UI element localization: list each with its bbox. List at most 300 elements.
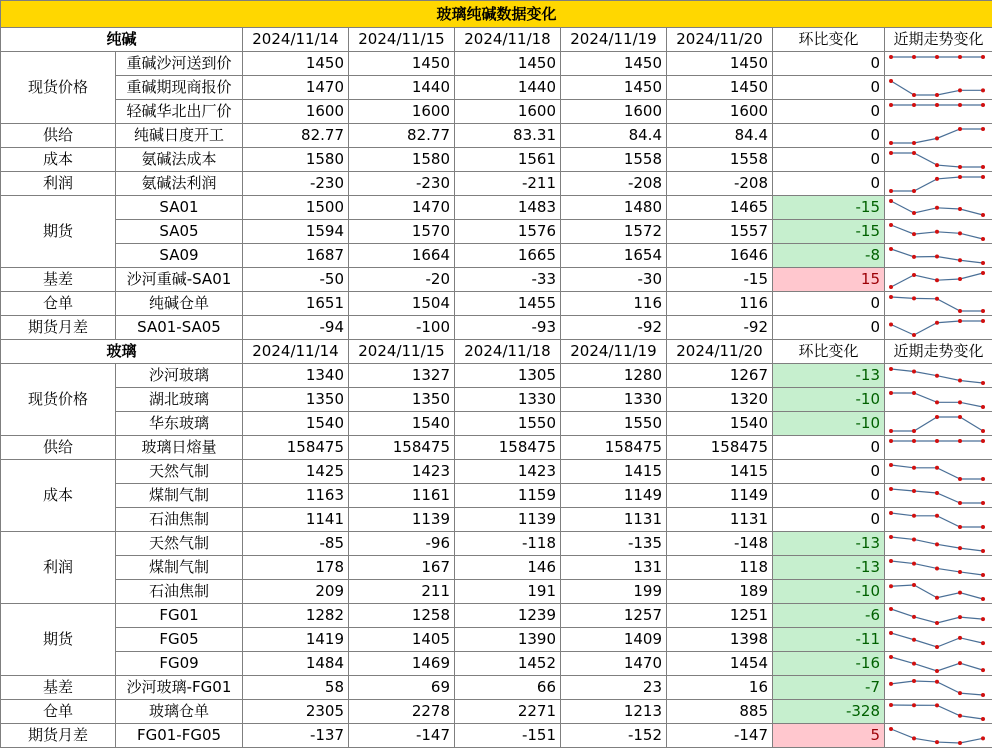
trend-point: [889, 511, 893, 515]
trend-point: [935, 320, 939, 324]
value-cell: 23: [561, 676, 667, 700]
table-row: [1, 292, 992, 316]
value-cell: 82.77: [349, 124, 455, 148]
trend-point: [935, 679, 939, 683]
value-cell: 1423: [455, 460, 561, 484]
trend-cell: [885, 604, 992, 628]
value-cell: 2305: [243, 700, 349, 724]
item-label: 轻碱华北出厂价: [116, 100, 243, 124]
trend-line: [891, 129, 983, 143]
trend-point: [935, 439, 939, 443]
date-header: 2024/11/14: [243, 340, 349, 364]
change-cell: -6: [773, 604, 885, 628]
value-cell: -208: [667, 172, 773, 196]
trend-sparkline: [885, 390, 989, 410]
trend-point: [912, 55, 916, 59]
category-label: 成本: [1, 148, 116, 172]
trend-point: [958, 277, 962, 281]
trend-point: [912, 296, 916, 300]
table-row: [1, 700, 992, 724]
value-cell: 1452: [455, 652, 561, 676]
value-cell: 1405: [349, 628, 455, 652]
trend-point: [958, 590, 962, 594]
trend-point: [889, 151, 893, 155]
item-label: 石油焦制: [116, 508, 243, 532]
item-label: 沙河玻璃-FG01: [116, 676, 243, 700]
trend-point: [889, 391, 893, 395]
trend-line: [891, 81, 983, 95]
value-cell: 1139: [455, 508, 561, 532]
change-cell: 0: [773, 316, 885, 340]
trend-point: [912, 103, 916, 107]
trend-point: [958, 691, 962, 695]
value-cell: 1465: [667, 196, 773, 220]
table-row: [1, 580, 992, 604]
trend-point: [935, 254, 939, 258]
trend-cell: [885, 724, 992, 748]
trend-cell: [885, 532, 992, 556]
item-label: 煤制气制: [116, 484, 243, 508]
trend-point: [889, 584, 893, 588]
trend-point: [981, 641, 985, 645]
section-name: 玻璃: [1, 340, 243, 364]
value-cell: 1141: [243, 508, 349, 532]
value-cell: 1139: [349, 508, 455, 532]
table-row: [1, 316, 992, 340]
trend-point: [935, 163, 939, 167]
trend-point: [958, 615, 962, 619]
value-cell: 1540: [349, 412, 455, 436]
category-label: 期货月差: [1, 316, 116, 340]
trend-point: [912, 736, 916, 740]
value-cell: 1258: [349, 604, 455, 628]
value-cell: 1600: [667, 100, 773, 124]
change-cell: -13: [773, 364, 885, 388]
trend-line: [891, 417, 983, 431]
trend-sparkline: [885, 582, 989, 602]
trend-point: [981, 668, 985, 672]
table-row: [1, 604, 992, 628]
value-cell: 1450: [455, 52, 561, 76]
trend-point: [958, 165, 962, 169]
trend-point: [912, 679, 916, 683]
change-cell: 0: [773, 124, 885, 148]
value-cell: 1687: [243, 244, 349, 268]
item-label: 煤制气制: [116, 556, 243, 580]
trend-cell: [885, 628, 992, 652]
trend-point: [912, 333, 916, 337]
value-cell: -148: [667, 532, 773, 556]
value-cell: 1350: [349, 388, 455, 412]
trend-point: [958, 88, 962, 92]
table-row: [1, 124, 992, 148]
trend-point: [935, 103, 939, 107]
trend-point: [981, 429, 985, 433]
value-cell: -30: [561, 268, 667, 292]
trend-point: [912, 537, 916, 541]
item-label: 纯碱日度开工: [116, 124, 243, 148]
change-cell: 0: [773, 52, 885, 76]
trend-point: [981, 597, 985, 601]
table-row: [1, 652, 992, 676]
trend-point: [981, 405, 985, 409]
trend-cell: [885, 292, 992, 316]
item-label: SA01: [116, 196, 243, 220]
trend-point: [981, 55, 985, 59]
item-label: 玻璃仓单: [116, 700, 243, 724]
value-cell: 1450: [561, 76, 667, 100]
trend-point: [889, 322, 893, 326]
value-cell: 1305: [455, 364, 561, 388]
trend-sparkline: [885, 78, 989, 98]
value-cell: 1665: [455, 244, 561, 268]
trend-point: [912, 254, 916, 258]
value-cell: -92: [667, 316, 773, 340]
trend-point: [889, 439, 893, 443]
value-cell: 1557: [667, 220, 773, 244]
trend-point: [935, 373, 939, 377]
trend-sparkline: [885, 54, 989, 74]
category-label: 利润: [1, 172, 116, 196]
value-cell: 189: [667, 580, 773, 604]
table-row: [1, 460, 992, 484]
item-label: SA05: [116, 220, 243, 244]
value-cell: 1654: [561, 244, 667, 268]
date-header: 2024/11/18: [455, 340, 561, 364]
trend-point: [981, 617, 985, 621]
value-cell: -20: [349, 268, 455, 292]
value-cell: 1580: [243, 148, 349, 172]
trend-point: [981, 319, 985, 323]
trend-point: [912, 439, 916, 443]
category-label: 利润: [1, 532, 116, 604]
trend-point: [958, 400, 962, 404]
trend-point: [981, 477, 985, 481]
section-name: 纯碱: [1, 28, 243, 52]
table-row: [1, 364, 992, 388]
trend-line: [891, 609, 983, 623]
value-cell: 1415: [561, 460, 667, 484]
trend-point: [958, 661, 962, 665]
trend-point: [958, 713, 962, 717]
item-label: 天然气制: [116, 460, 243, 484]
trend-sparkline: [885, 222, 989, 242]
value-cell: 1213: [561, 700, 667, 724]
value-cell: 1419: [243, 628, 349, 652]
value-cell: 2278: [349, 700, 455, 724]
trend-sparkline: [885, 246, 989, 266]
value-cell: 191: [455, 580, 561, 604]
value-cell: 16: [667, 676, 773, 700]
table-row: [1, 220, 992, 244]
item-label: 天然气制: [116, 532, 243, 556]
value-cell: 1340: [243, 364, 349, 388]
change-cell: 0: [773, 484, 885, 508]
table-row: [1, 196, 992, 220]
trend-point: [889, 199, 893, 203]
trend-point: [912, 189, 916, 193]
trend-sparkline: [885, 366, 989, 386]
value-cell: 1480: [561, 196, 667, 220]
value-cell: 69: [349, 676, 455, 700]
value-cell: 1415: [667, 460, 773, 484]
trend-point: [958, 175, 962, 179]
trend-point: [889, 535, 893, 539]
trend-point: [912, 93, 916, 97]
trend-cell: [885, 556, 992, 580]
table-row: [1, 148, 992, 172]
trend-cell: [885, 700, 992, 724]
trend-point: [935, 136, 939, 140]
change-cell: 0: [773, 148, 885, 172]
trend-point: [889, 463, 893, 467]
trend-point: [889, 295, 893, 299]
trend-point: [981, 88, 985, 92]
change-cell: -16: [773, 652, 885, 676]
date-header: 2024/11/20: [667, 28, 773, 52]
value-cell: 1239: [455, 604, 561, 628]
trend-sparkline: [885, 702, 989, 722]
trend-point: [935, 55, 939, 59]
trend-point: [981, 549, 985, 553]
trend-cell: [885, 436, 992, 460]
trend-point: [958, 258, 962, 262]
trend-sparkline: [885, 438, 989, 458]
trend-cell: [885, 100, 992, 124]
trend-point: [912, 614, 916, 618]
trend-point: [912, 391, 916, 395]
trend-point: [935, 176, 939, 180]
value-cell: 1469: [349, 652, 455, 676]
page-title: 玻璃纯碱数据变化: [1, 1, 992, 28]
trend-cell: [885, 76, 992, 100]
value-cell: 1423: [349, 460, 455, 484]
value-cell: 1600: [561, 100, 667, 124]
trend-point: [912, 513, 916, 517]
item-label: 湖北玻璃: [116, 388, 243, 412]
value-cell: 1550: [561, 412, 667, 436]
value-cell: 1398: [667, 628, 773, 652]
date-header: 2024/11/14: [243, 28, 349, 52]
value-cell: 1484: [243, 652, 349, 676]
value-cell: 1540: [667, 412, 773, 436]
trend-cell: [885, 412, 992, 436]
change-cell: 5: [773, 724, 885, 748]
category-label: 期货: [1, 196, 116, 268]
trend-point: [935, 513, 939, 517]
trend-point: [981, 381, 985, 385]
trend-point: [958, 103, 962, 107]
item-label: 玻璃日熔量: [116, 436, 243, 460]
trend-point: [958, 55, 962, 59]
trend-point: [889, 429, 893, 433]
trend-point: [889, 55, 893, 59]
value-cell: 167: [349, 556, 455, 580]
value-cell: 1450: [243, 52, 349, 76]
value-cell: 1576: [455, 220, 561, 244]
value-cell: 1320: [667, 388, 773, 412]
trend-point: [958, 501, 962, 505]
value-cell: 1470: [349, 196, 455, 220]
trend-cell: [885, 196, 992, 220]
trend-point: [912, 637, 916, 641]
value-cell: 178: [243, 556, 349, 580]
table-row: [1, 484, 992, 508]
trend-sparkline: [885, 534, 989, 554]
trend-cell: [885, 220, 992, 244]
value-cell: -118: [455, 532, 561, 556]
category-label: 成本: [1, 460, 116, 532]
trend-line: [891, 393, 983, 407]
item-label: SA01-SA05: [116, 316, 243, 340]
value-cell: 1257: [561, 604, 667, 628]
value-cell: 885: [667, 700, 773, 724]
value-cell: 116: [561, 292, 667, 316]
value-cell: 1390: [455, 628, 561, 652]
trend-cell: [885, 364, 992, 388]
trend-point: [958, 309, 962, 313]
trend-point: [935, 703, 939, 707]
date-header: 2024/11/20: [667, 340, 773, 364]
trend-sparkline: [885, 414, 989, 434]
trend-point: [935, 566, 939, 570]
trend-point: [981, 165, 985, 169]
value-cell: -93: [455, 316, 561, 340]
trend-point: [912, 369, 916, 373]
value-cell: -152: [561, 724, 667, 748]
trend-point: [889, 79, 893, 83]
value-cell: 1149: [561, 484, 667, 508]
trend-sparkline: [885, 126, 989, 146]
trend-header: 近期走势变化: [885, 28, 992, 52]
section-header-row: [1, 28, 992, 52]
item-label: FG09: [116, 652, 243, 676]
item-label: 华东玻璃: [116, 412, 243, 436]
category-label: 期货月差: [1, 724, 116, 748]
trend-point: [912, 561, 916, 565]
value-cell: 1500: [243, 196, 349, 220]
trend-point: [889, 631, 893, 635]
change-cell: 0: [773, 508, 885, 532]
value-cell: 1159: [455, 484, 561, 508]
value-cell: 1149: [667, 484, 773, 508]
item-label: 石油焦制: [116, 580, 243, 604]
value-cell: 1440: [349, 76, 455, 100]
date-header: 2024/11/19: [561, 340, 667, 364]
change-cell: -10: [773, 412, 885, 436]
trend-point: [958, 525, 962, 529]
trend-point: [981, 439, 985, 443]
trend-point: [912, 232, 916, 236]
trend-point: [889, 103, 893, 107]
trend-point: [935, 278, 939, 282]
value-cell: 1483: [455, 196, 561, 220]
item-label: 氨碱法利润: [116, 172, 243, 196]
value-cell: 1600: [455, 100, 561, 124]
trend-point: [981, 573, 985, 577]
trend-point: [981, 717, 985, 721]
item-label: FG01: [116, 604, 243, 628]
value-cell: 1504: [349, 292, 455, 316]
trend-point: [912, 661, 916, 665]
value-cell: 131: [561, 556, 667, 580]
trend-point: [889, 189, 893, 193]
trend-point: [958, 635, 962, 639]
trend-point: [935, 415, 939, 419]
table-row: [1, 172, 992, 196]
trend-point: [889, 703, 893, 707]
value-cell: 1470: [561, 652, 667, 676]
trend-cell: [885, 580, 992, 604]
change-header: 环比变化: [773, 340, 885, 364]
trend-point: [889, 559, 893, 563]
trend-point: [912, 703, 916, 707]
value-cell: -85: [243, 532, 349, 556]
value-cell: 1455: [455, 292, 561, 316]
trend-point: [912, 429, 916, 433]
table-row: [1, 412, 992, 436]
section-header-row: [1, 340, 992, 364]
trend-point: [912, 211, 916, 215]
trend-point: [889, 141, 893, 145]
trend-point: [958, 439, 962, 443]
change-cell: 0: [773, 76, 885, 100]
trend-sparkline: [885, 486, 989, 506]
trend-sparkline: [885, 606, 989, 626]
item-label: 纯碱仓单: [116, 292, 243, 316]
trend-point: [981, 213, 985, 217]
trend-point: [958, 477, 962, 481]
trend-sparkline: [885, 318, 989, 338]
trend-point: [935, 296, 939, 300]
trend-sparkline: [885, 198, 989, 218]
value-cell: 1558: [667, 148, 773, 172]
trend-cell: [885, 460, 992, 484]
trend-cell: [885, 652, 992, 676]
trend-point: [889, 285, 893, 289]
value-cell: 1409: [561, 628, 667, 652]
value-cell: 1561: [455, 148, 561, 172]
change-cell: -10: [773, 388, 885, 412]
table-row: [1, 268, 992, 292]
trend-cell: [885, 508, 992, 532]
value-cell: 2271: [455, 700, 561, 724]
trend-sparkline: [885, 270, 989, 290]
trend-point: [935, 491, 939, 495]
category-label: 基差: [1, 676, 116, 700]
table-row: [1, 76, 992, 100]
trend-point: [912, 141, 916, 145]
value-cell: 1558: [561, 148, 667, 172]
trend-point: [981, 103, 985, 107]
value-cell: 1131: [561, 508, 667, 532]
item-label: 沙河重碱-SA01: [116, 268, 243, 292]
trend-sparkline: [885, 174, 989, 194]
value-cell: -135: [561, 532, 667, 556]
trend-point: [889, 607, 893, 611]
item-label: 重碱沙河送到价: [116, 52, 243, 76]
value-cell: -147: [667, 724, 773, 748]
value-cell: -33: [455, 268, 561, 292]
value-cell: 158475: [349, 436, 455, 460]
value-cell: 1280: [561, 364, 667, 388]
change-header: 环比变化: [773, 28, 885, 52]
value-cell: 1161: [349, 484, 455, 508]
value-cell: 1594: [243, 220, 349, 244]
trend-point: [981, 261, 985, 265]
trend-cell: [885, 268, 992, 292]
trend-cell: [885, 172, 992, 196]
